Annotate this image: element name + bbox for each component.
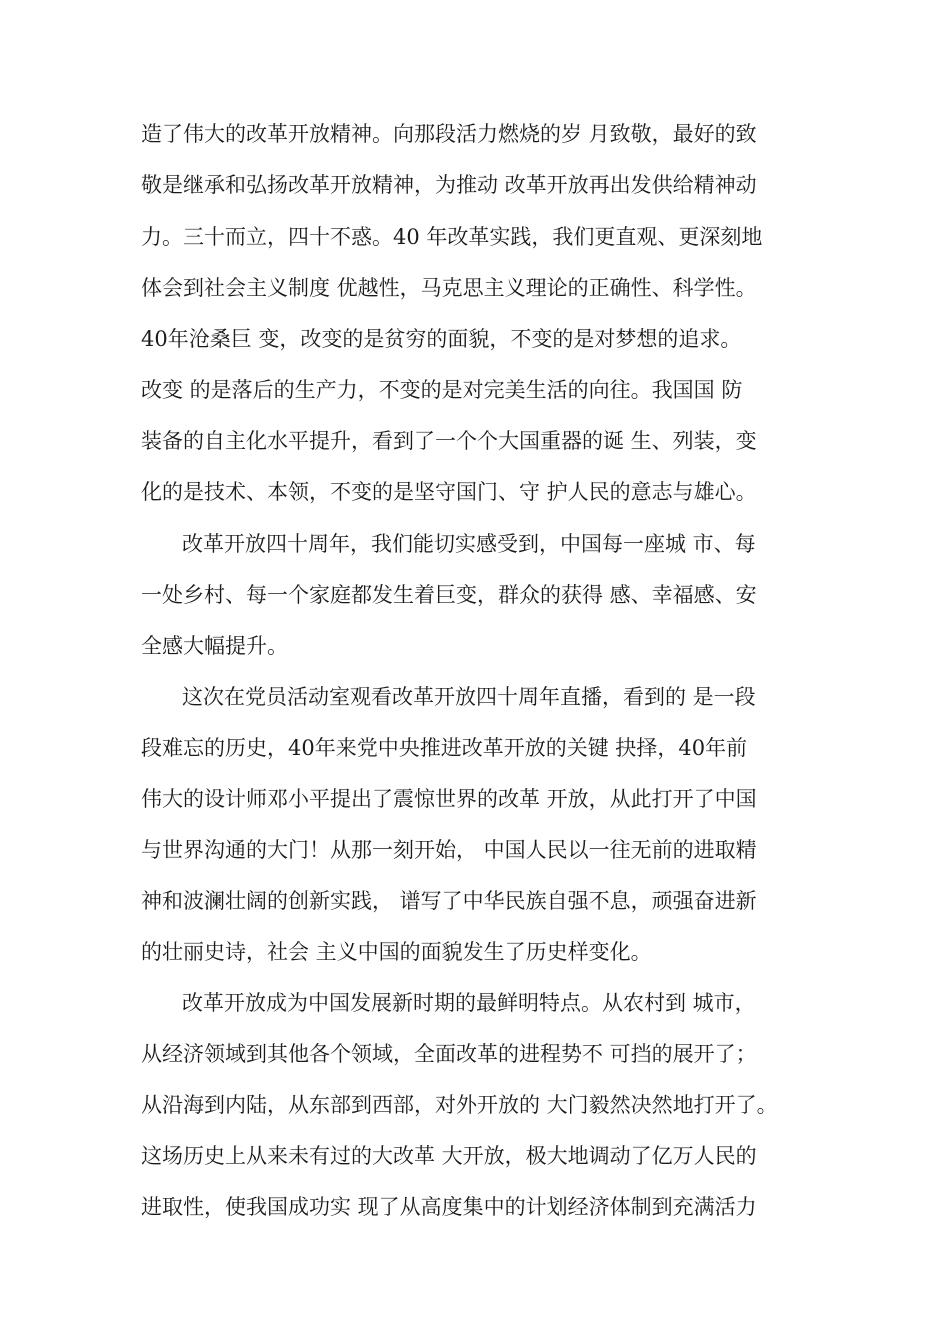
text-line: 神和波澜壮阔的创新实践， 谱写了中华民族自强不息，顽强奋进新 — [141, 889, 757, 913]
text-line: 改革开放成为中国发展新时期的最鲜明特点。从农村到 城市， — [182, 991, 756, 1015]
text-line: 装备的自主化水平提升，看到了一个个大国重器的诞 生、列装，变 — [141, 429, 757, 453]
text-line: 造了伟大的改革开放精神。向那段活力燃烧的岁 月致敬，最好的致 — [141, 122, 757, 146]
text-line: 体会到社会主义制度 优越性，马克思主义理论的正确性、科学性。 — [141, 276, 757, 300]
text-line: 改革开放四十周年，我们能切实感受到，中国每一座城 市、每 — [182, 532, 756, 556]
text-line: 改变 的是落后的生产力，不变的是对完美生活的向往。我国国 防 — [141, 378, 743, 402]
text-line: 段难忘的历史，40年来党中央推进改革开放的关键 抉择，40年前 — [141, 736, 748, 760]
text-line: 进取性，使我国成功实 现了从高度集中的计划经济体制到充满活力 — [141, 1195, 757, 1219]
text-line: 从沿海到内陆，从东部到西部，对外开放的 大门毅然决然地打开了。 — [141, 1093, 778, 1117]
text-line: 这场历史上从来未有过的大改革 大开放，极大地调动了亿万人民的 — [141, 1144, 757, 1168]
text-line: 从经济领域到其他各个领域，全面改革的进程势不 可挡的展开了； — [141, 1042, 757, 1066]
text-line: 伟大的设计师邓小平提出了震惊世界的改革 开放，从此打开了中国 — [141, 787, 757, 811]
text-line: 敬是继承和弘扬改革开放精神，为推动 改革开放再出发供给精神动 — [141, 173, 757, 197]
text-line: 这次在党员活动室观看改革开放四十周年直播，看到的 是一段 — [182, 685, 756, 709]
text-line: 化的是技术、本领，不变的是坚守国门、守 护人民的意志与雄心。 — [141, 480, 757, 504]
text-line: 的壮丽史诗，社会 主义中国的面貌发生了历史样变化。 — [141, 940, 652, 964]
text-line: 力。三十而立，四十不惑。40 年改革实践，我们更直观、更深刻地 — [141, 225, 763, 249]
text-line: 40年沧桑巨 变，改变的是贫穷的面貌，不变的是对梦想的追求。 — [141, 327, 742, 351]
text-line: 全感大幅提升。 — [141, 634, 288, 658]
text-line: 一处乡村、每一个家庭都发生着巨变，群众的获得 感、幸福感、安 — [141, 583, 757, 607]
text-line: 与世界沟通的大门！从那一刻开始， 中国人民以一往无前的进取精 — [141, 838, 757, 862]
